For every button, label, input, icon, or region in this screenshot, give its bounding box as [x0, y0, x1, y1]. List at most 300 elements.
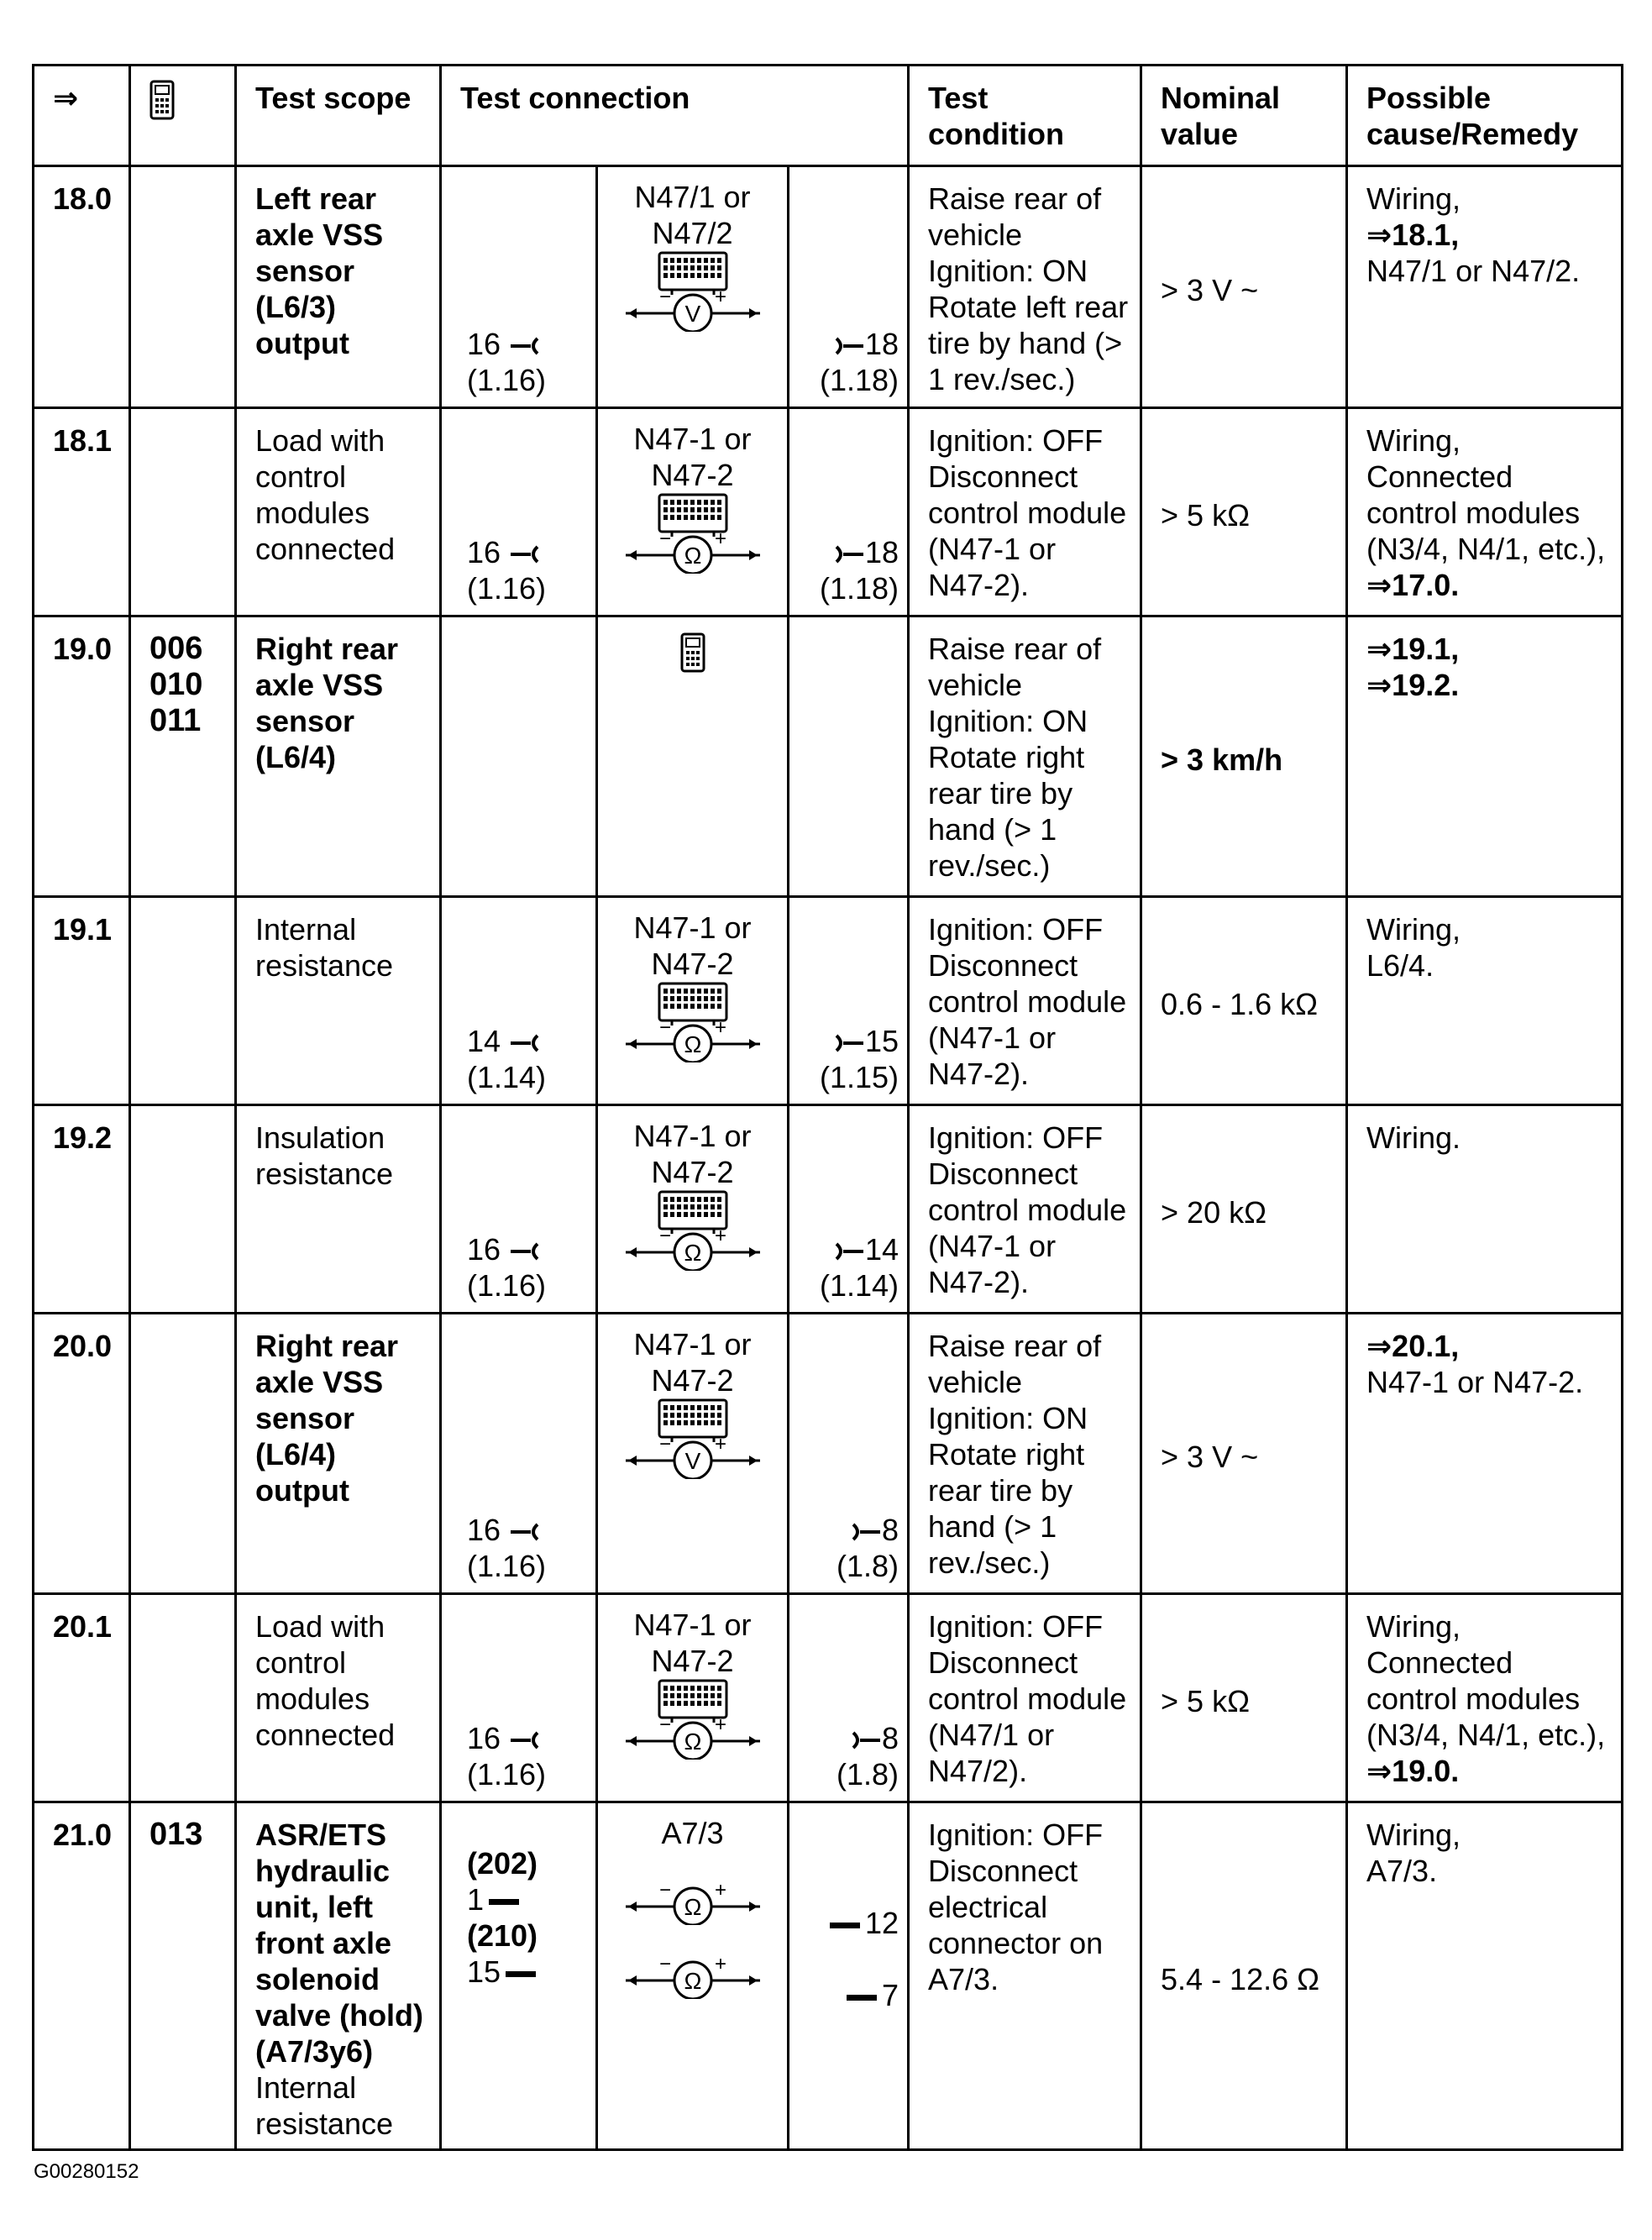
- right-terminal: [836, 1512, 899, 1584]
- fault-codes: [130, 1594, 236, 1802]
- text-line: Disconnect: [928, 1854, 1078, 1888]
- connection-left: [441, 1105, 597, 1314]
- text-line: Ignition: OFF: [928, 1609, 1104, 1644]
- connection-right: [789, 1105, 909, 1314]
- text-line: Rotate right: [928, 1437, 1085, 1471]
- text-line: valve (hold): [255, 1998, 424, 2033]
- svg-text:+: +: [714, 527, 726, 550]
- nominal-value: > 20 kΩ: [1141, 1105, 1347, 1314]
- text-line: Disconnect: [928, 459, 1078, 494]
- text-line: Load with: [255, 1609, 385, 1644]
- connection-left: [441, 1802, 597, 2150]
- header-connection: Test connection: [441, 66, 909, 166]
- left-ref: (1.16): [467, 571, 547, 606]
- nominal-value: > 3 km/h: [1141, 616, 1347, 897]
- connection-right: [789, 616, 909, 897]
- terminal-text: (210): [467, 1918, 538, 1953]
- meter-label: N47-1 or: [633, 1608, 752, 1642]
- text-line: A7/3.: [928, 1962, 999, 1996]
- text-line: hand (> 1: [928, 812, 1057, 847]
- meter-label: N47-2: [651, 947, 734, 981]
- meter-label: N47-1 or: [633, 1119, 752, 1153]
- meter-label: N47-1 or: [633, 910, 752, 945]
- header-cause: Possible cause/Remedy: [1347, 66, 1623, 166]
- text-line: hand (> 1: [928, 1509, 1057, 1544]
- header-condition: Test condition: [909, 66, 1141, 166]
- text-line: Ignition: ON: [928, 704, 1088, 738]
- text-line: axle VSS: [255, 668, 384, 702]
- text-line: connected: [255, 532, 396, 566]
- connection-right: [789, 897, 909, 1105]
- left-ref: (1.16): [467, 1757, 547, 1791]
- right-terminal: [820, 326, 899, 398]
- text-line: control module: [928, 1681, 1127, 1716]
- fault-codes: [130, 166, 236, 408]
- test-condition: [909, 616, 1141, 897]
- text-line: control module: [928, 1193, 1127, 1227]
- connection-meter: [597, 897, 789, 1105]
- test-scope: [236, 408, 441, 616]
- meter-label: N47-1 or: [633, 422, 752, 456]
- left-pin: 16: [467, 535, 501, 569]
- connection-meter: [597, 408, 789, 616]
- text-line: control modules: [1366, 496, 1581, 530]
- meter-block: [598, 1118, 787, 1271]
- svg-text:+: +: [714, 1959, 726, 1975]
- test-condition: [909, 166, 1141, 408]
- text-line: resistance: [255, 1157, 394, 1191]
- terminal-text: 1: [467, 1882, 485, 1917]
- table-row: [34, 1105, 1623, 1314]
- meter-label: N47/1 or: [634, 180, 751, 214]
- text-line: hydraulic: [255, 1854, 391, 1888]
- ohmmeter-icon: [621, 982, 764, 1062]
- text-line: (A7/3y6): [255, 2034, 374, 2069]
- right-pin: 8: [881, 1721, 899, 1755]
- text-line: sensor: [255, 1401, 355, 1435]
- ohmmeter-icon: [621, 1959, 764, 1999]
- meter-label: A7/3: [661, 1816, 724, 1850]
- text-line: solenoid: [255, 1962, 380, 1996]
- right-terminal-list: [830, 1887, 899, 2032]
- voltmeter-icon: [621, 1398, 764, 1479]
- connection-right: [789, 1314, 909, 1594]
- text-line: vehicle: [928, 1365, 1023, 1399]
- text-line: Ignition: ON: [928, 1401, 1088, 1435]
- text-line: control module: [928, 496, 1127, 530]
- lead-bar-icon: [489, 1899, 519, 1905]
- left-terminal-line: [467, 1881, 538, 1917]
- fault-codes: [130, 1314, 236, 1594]
- text-line: 011: [149, 703, 202, 738]
- left-ref: (1.16): [467, 1549, 547, 1583]
- diagnostic-table: [32, 64, 1623, 2151]
- left-pin: 16: [467, 1232, 501, 1267]
- left-pin-line: [467, 1512, 546, 1548]
- text-line: control: [255, 1645, 347, 1680]
- table-row: [34, 1802, 1623, 2150]
- test-scope: [236, 897, 441, 1105]
- lead-bar-icon: [830, 1923, 860, 1928]
- meter-label: N47-2: [651, 1155, 734, 1189]
- connector-right-icon: [848, 1728, 882, 1753]
- text-line: ⇒19.1,: [1366, 632, 1460, 666]
- text-line: (L6/4): [255, 740, 337, 774]
- ohmmeter-icon: [621, 1885, 764, 1925]
- connection-right: [789, 408, 909, 616]
- left-terminal: [467, 1231, 546, 1304]
- left-ref: (1.14): [467, 1060, 547, 1094]
- left-pin: 16: [467, 1721, 501, 1755]
- test-scope: [236, 616, 441, 897]
- svg-text:−: −: [658, 1016, 671, 1039]
- connector-left-icon: [509, 333, 543, 359]
- table-row: [34, 408, 1623, 616]
- text-line: Internal: [255, 2070, 357, 2105]
- nominal-value: 5.4 - 12.6 Ω: [1141, 1802, 1347, 2150]
- text-line: Disconnect: [928, 1157, 1078, 1191]
- svg-text:Ω: Ω: [684, 1240, 701, 1266]
- meter-block: [598, 1815, 787, 1999]
- left-terminal: [467, 326, 546, 398]
- text-line: axle VSS: [255, 1365, 384, 1399]
- right-ref: (1.18): [819, 571, 899, 606]
- terminal-text: 7: [881, 1978, 899, 2012]
- text-line: control modules: [1366, 1681, 1581, 1716]
- right-pin-line: [820, 326, 899, 362]
- connection-left: [441, 1594, 597, 1802]
- test-scope: [236, 1314, 441, 1594]
- connector-left-icon: [509, 1519, 543, 1545]
- meter-label: N47-2: [651, 458, 734, 492]
- tester-icon: [149, 80, 226, 120]
- connector-right-icon: [831, 333, 865, 359]
- tester-icon-cell: [598, 632, 787, 680]
- voltmeter-icon: [621, 251, 764, 332]
- meter-label: N47-2: [651, 1363, 734, 1398]
- text-line: Internal: [255, 912, 357, 947]
- right-ref: (1.15): [819, 1060, 899, 1094]
- left-terminal: [467, 1512, 546, 1584]
- text-line: Right rear: [255, 632, 399, 666]
- left-terminal: [467, 1720, 546, 1792]
- text-line: rear tire by: [928, 1473, 1073, 1508]
- right-terminal: [820, 1231, 899, 1304]
- left-terminal: [467, 1023, 546, 1095]
- left-ref: (1.16): [467, 363, 547, 397]
- fault-codes: [130, 1802, 236, 2150]
- text-line: 006: [149, 631, 203, 666]
- connection-left: [441, 897, 597, 1105]
- right-pin: 18: [864, 327, 899, 361]
- text-line: Wiring,: [1366, 1609, 1461, 1644]
- text-line: A7/3.: [1366, 1854, 1438, 1888]
- header-nominal: Nominal value: [1141, 66, 1347, 166]
- text-line: N47-1 or N47-2.: [1366, 1365, 1584, 1399]
- text-line: Connected: [1366, 459, 1513, 494]
- svg-text:−: −: [658, 1959, 671, 1975]
- left-pin-line: [467, 1231, 546, 1267]
- step-number: 18.1: [34, 408, 130, 616]
- header-arrow: ⇒: [34, 66, 130, 166]
- text-line: Insulation: [255, 1120, 385, 1155]
- text-line: resistance: [255, 2106, 394, 2141]
- connection-left: [441, 166, 597, 408]
- right-ref: (1.18): [819, 363, 899, 397]
- text-line: control module: [928, 984, 1127, 1019]
- text-line: Disconnect: [928, 1645, 1078, 1680]
- meter-block: [598, 421, 787, 574]
- right-pin: 14: [864, 1232, 899, 1267]
- text-line: ⇒20.1,: [1366, 1329, 1460, 1363]
- right-pin-line: [820, 1023, 899, 1059]
- step-number: 19.0: [34, 616, 130, 897]
- test-scope: [236, 1594, 441, 1802]
- text-line: Wiring,: [1366, 912, 1461, 947]
- text-line: Wiring.: [1366, 1120, 1461, 1155]
- text-line: Raise rear of: [928, 1329, 1102, 1363]
- text-line: electrical: [928, 1890, 1048, 1924]
- possible-cause: [1347, 897, 1623, 1105]
- text-line: tire by hand (>: [928, 326, 1123, 360]
- right-pin: 18: [864, 535, 899, 569]
- nominal-value: > 5 kΩ: [1141, 1594, 1347, 1802]
- text-line: output: [255, 326, 349, 360]
- text-line: Wiring,: [1366, 181, 1461, 216]
- nominal-value: 0.6 - 1.6 kΩ: [1141, 897, 1347, 1105]
- step-number: 21.0: [34, 1802, 130, 2150]
- right-pin: 8: [881, 1513, 899, 1547]
- text-line: ⇒18.1,: [1366, 218, 1460, 252]
- text-line: (L6/3): [255, 290, 337, 324]
- svg-text:+: +: [714, 1433, 726, 1456]
- connector-right-icon: [831, 542, 865, 567]
- svg-text:−: −: [658, 1713, 671, 1736]
- text-line: Rotate right: [928, 740, 1085, 774]
- text-line: Raise rear of: [928, 181, 1102, 216]
- text-line: ⇒19.0.: [1366, 1754, 1460, 1788]
- table-row: [34, 1314, 1623, 1594]
- meter-block: [598, 1607, 787, 1760]
- meter-block: [598, 910, 787, 1062]
- text-line: (N47/1 or: [928, 1718, 1055, 1752]
- text-line: front axle: [255, 1926, 392, 1960]
- text-line: Wiring,: [1366, 1818, 1461, 1852]
- svg-text:+: +: [714, 286, 726, 308]
- left-pin-line: [467, 326, 546, 362]
- right-pin-line: [820, 1231, 899, 1267]
- text-line: Ignition: OFF: [928, 912, 1104, 947]
- svg-text:−: −: [658, 1433, 671, 1456]
- nominal-value: > 3 V ~: [1141, 1314, 1347, 1594]
- figure-id: G00280152: [34, 2160, 139, 2183]
- text-line: Raise rear of: [928, 632, 1102, 666]
- left-pin-line: [467, 1720, 546, 1756]
- connection-left: [441, 1314, 597, 1594]
- test-condition: [909, 1105, 1141, 1314]
- test-condition: [909, 897, 1141, 1105]
- text-line: control: [255, 459, 347, 494]
- text-line: Rotate left rear: [928, 290, 1129, 324]
- right-terminal-line: [830, 1959, 899, 2032]
- svg-text:Ω: Ω: [684, 1894, 701, 1920]
- svg-text:Ω: Ω: [684, 1729, 701, 1755]
- text-line: N47-2).: [928, 1265, 1030, 1299]
- right-terminal-line: [830, 1887, 899, 1959]
- text-line: connector on: [928, 1926, 1104, 1960]
- nominal-value: > 5 kΩ: [1141, 408, 1347, 616]
- svg-text:−: −: [658, 527, 671, 550]
- step-number: 19.2: [34, 1105, 130, 1314]
- connection-meter: [597, 166, 789, 408]
- test-scope: [236, 1802, 441, 2150]
- fault-codes: [130, 1105, 236, 1314]
- svg-text:−: −: [658, 1225, 671, 1247]
- connection-left: [441, 616, 597, 897]
- terminal-text: 12: [864, 1906, 899, 1940]
- test-condition: [909, 1314, 1141, 1594]
- text-line: output: [255, 1473, 349, 1508]
- connection-meter: [597, 616, 789, 897]
- connector-left-icon: [509, 542, 543, 567]
- text-line: (N3/4, N4/1, etc.),: [1366, 532, 1606, 566]
- fault-codes: [130, 897, 236, 1105]
- connector-left-icon: [509, 1239, 543, 1264]
- svg-text:V: V: [684, 1448, 700, 1474]
- right-terminal: [820, 1023, 899, 1095]
- left-terminal: [467, 534, 546, 606]
- lead-bar-icon: [506, 1971, 536, 1977]
- text-line: rev./sec.): [928, 848, 1051, 883]
- left-ref: (1.16): [467, 1268, 547, 1303]
- fault-codes: [130, 616, 236, 897]
- text-line: sensor: [255, 254, 355, 288]
- test-scope: [236, 1105, 441, 1314]
- text-line: Connected: [1366, 1645, 1513, 1680]
- text-line: modules: [255, 1681, 370, 1716]
- text-line: L6/4.: [1366, 948, 1434, 983]
- text-line: rear tire by: [928, 776, 1073, 810]
- text-line: 1 rev./sec.): [928, 362, 1076, 396]
- text-line: N47/2).: [928, 1754, 1028, 1788]
- svg-text:Ω: Ω: [684, 543, 701, 569]
- text-line: (N3/4, N4/1, etc.),: [1366, 1718, 1606, 1752]
- right-terminal: [820, 534, 899, 606]
- possible-cause: [1347, 408, 1623, 616]
- text-line: rev./sec.): [928, 1545, 1051, 1580]
- right-terminal: [836, 1720, 899, 1792]
- left-pin: 14: [467, 1024, 501, 1058]
- possible-cause: [1347, 1314, 1623, 1594]
- header-tester: [130, 66, 236, 166]
- left-pin-line: [467, 1023, 546, 1059]
- svg-text:V: V: [684, 301, 700, 327]
- text-line: Ignition: ON: [928, 254, 1088, 288]
- text-line: (N47-1 or: [928, 532, 1057, 566]
- text-line: Left rear: [255, 181, 377, 216]
- left-pin-line: [467, 534, 546, 570]
- text-line: Ignition: OFF: [928, 1818, 1104, 1852]
- step-number: 18.0: [34, 166, 130, 408]
- text-line: (L6/4): [255, 1437, 337, 1471]
- text-line: sensor: [255, 704, 355, 738]
- meter-block: [598, 179, 787, 332]
- step-number: 20.0: [34, 1314, 130, 1594]
- meter-label: N47-1 or: [633, 1327, 752, 1361]
- meter-label: N47/2: [652, 216, 733, 250]
- right-pin-line: [820, 534, 899, 570]
- test-condition: [909, 1594, 1141, 1802]
- text-line: Ignition: OFF: [928, 1120, 1104, 1155]
- test-scope: [236, 166, 441, 408]
- right-pin: 15: [864, 1024, 899, 1058]
- meter-block: [598, 1326, 787, 1479]
- nominal-value: > 3 V ~: [1141, 166, 1347, 408]
- terminal-text: 15: [467, 1954, 501, 1989]
- connector-right-icon: [831, 1239, 865, 1264]
- left-pin: 16: [467, 327, 501, 361]
- connector-left-icon: [509, 1728, 543, 1753]
- right-ref: (1.8): [836, 1549, 899, 1583]
- text-line: Wiring,: [1366, 423, 1461, 458]
- text-line: resistance: [255, 948, 394, 983]
- possible-cause: [1347, 1105, 1623, 1314]
- lead-bar-icon: [847, 1995, 877, 2001]
- right-ref: (1.8): [836, 1757, 899, 1791]
- text-line: vehicle: [928, 218, 1023, 252]
- text-line: ⇒17.0.: [1366, 568, 1460, 602]
- fault-codes: [130, 408, 236, 616]
- left-terminal-list: [467, 1845, 538, 1990]
- left-terminal-line: [467, 1917, 538, 1954]
- text-line: (N47-1 or: [928, 1229, 1057, 1263]
- connection-right: [789, 1594, 909, 1802]
- right-pin-line: [836, 1512, 899, 1548]
- meter-label: N47-2: [651, 1644, 734, 1678]
- step-number: 19.1: [34, 897, 130, 1105]
- text-line: Ignition: OFF: [928, 423, 1104, 458]
- header-row: [34, 66, 1623, 166]
- connection-meter: [597, 1594, 789, 1802]
- meter-pair: [598, 1885, 787, 1999]
- left-terminal-line: [467, 1954, 538, 1990]
- svg-text:+: +: [714, 1885, 726, 1902]
- possible-cause: [1347, 1594, 1623, 1802]
- text-line: vehicle: [928, 668, 1023, 702]
- ohmmeter-icon: [621, 1679, 764, 1760]
- table-row: [34, 897, 1623, 1105]
- connection-right: [789, 1802, 909, 2150]
- text-line: Disconnect: [928, 948, 1078, 983]
- terminal-text: (202): [467, 1846, 538, 1881]
- connector-right-icon: [848, 1519, 882, 1545]
- table-row: [34, 1594, 1623, 1802]
- test-condition: [909, 1802, 1141, 2150]
- table-row: [34, 166, 1623, 408]
- connection-meter: [597, 1802, 789, 2150]
- text-line: (N47-1 or: [928, 1020, 1057, 1055]
- svg-text:+: +: [714, 1225, 726, 1247]
- right-pin-line: [836, 1720, 899, 1756]
- text-line: 013: [149, 1817, 203, 1852]
- text-line: ASR/ETS: [255, 1818, 387, 1852]
- step-number: 20.1: [34, 1594, 130, 1802]
- svg-text:Ω: Ω: [684, 1968, 701, 1994]
- text-line: modules: [255, 496, 370, 530]
- tester-icon: [680, 632, 705, 673]
- connection-meter: [597, 1314, 789, 1594]
- text-line: 010: [149, 667, 203, 702]
